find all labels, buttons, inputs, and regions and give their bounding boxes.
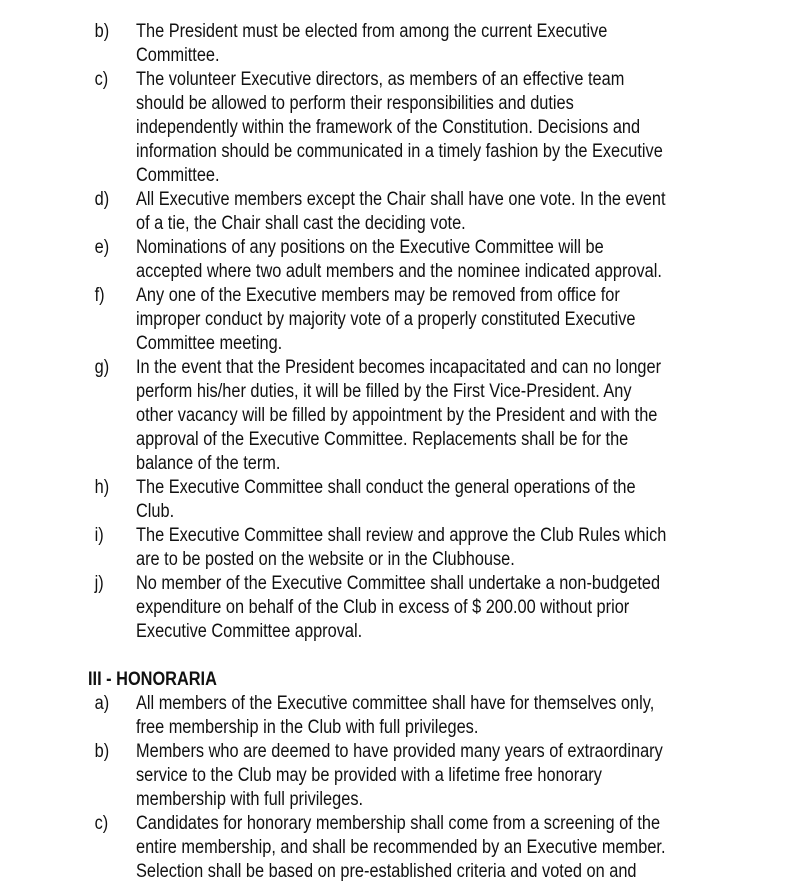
text-line: approval of the Executive Committee. Replacements shall be for the xyxy=(136,429,629,450)
list-item-text xyxy=(136,572,721,644)
list-item-text xyxy=(136,236,721,284)
text-line: All members of the Executive committee shall have for themselves only, xyxy=(136,693,655,714)
text-line: other vacancy will be filled by appointment by the President and with the xyxy=(136,405,658,426)
text-line: Members who are deemed to have provided many years of extraordinary xyxy=(136,741,663,762)
text-line: improper conduct by majority vote of a properly constituted Executive xyxy=(136,309,636,330)
list-item xyxy=(0,20,795,68)
list-item-text xyxy=(136,524,721,572)
list-item-text xyxy=(136,188,721,236)
text-line: perform his/her duties, it will be filled by the First Vice-President. Any xyxy=(136,381,632,402)
list-item xyxy=(0,188,795,236)
list-marker: i) xyxy=(94,525,104,546)
text-line: free membership in the Club with full privileges. xyxy=(136,717,479,738)
list-marker: c) xyxy=(94,69,109,90)
list-item-text xyxy=(136,284,721,356)
text-line: Executive Committee approval. xyxy=(136,621,363,642)
list-item xyxy=(0,476,795,524)
text-line: Club. xyxy=(136,501,175,522)
list-item xyxy=(0,572,795,644)
text-line: are to be posted on the website or in the Clubhouse. xyxy=(136,549,515,570)
list-item xyxy=(0,524,795,572)
text-line: Committee. xyxy=(136,45,220,66)
text-line: Nominations of any positions on the Executive Committee will be xyxy=(136,237,604,258)
list-marker: j) xyxy=(94,573,104,594)
list-marker: a) xyxy=(94,693,110,714)
text-line: accepted where two adult members and the nominee indicated approval. xyxy=(136,261,662,282)
list-item xyxy=(0,692,795,740)
text-line: should be allowed to perform their responsibilities and duties xyxy=(136,93,574,114)
text-line: of a tie, the Chair shall cast the deciding vote. xyxy=(136,213,466,234)
list-item-text xyxy=(136,740,721,812)
section-heading-honoraria: III - HONORARIA xyxy=(88,669,217,690)
list-marker: c) xyxy=(94,813,109,834)
list-item-text xyxy=(136,692,721,740)
list-marker: f) xyxy=(94,285,105,306)
text-line: balance of the term. xyxy=(136,453,281,474)
list-item xyxy=(0,236,795,284)
text-line: service to the Club may be provided with a lifetime free honorary xyxy=(136,765,602,786)
list-marker: b) xyxy=(94,741,110,762)
list-item xyxy=(0,68,795,188)
list-item xyxy=(0,284,795,356)
text-line: Candidates for honorary membership shall come from a screening of the xyxy=(136,813,661,834)
text-line: expenditure on behalf of the Club in excess of $ 200.00 without prior xyxy=(136,597,630,618)
list-item-text xyxy=(136,356,721,476)
text-line: No member of the Executive Committee shall undertake a non-budgeted xyxy=(136,573,661,594)
list-marker: d) xyxy=(94,189,110,210)
list-marker: e) xyxy=(94,237,110,258)
text-line: information should be communicated in a timely fashion by the Executive xyxy=(136,141,663,162)
text-line: The President must be elected from among the current Executive xyxy=(136,21,608,42)
text-line: Committee. xyxy=(136,165,220,186)
honoraria-list xyxy=(0,692,795,884)
list-item-text xyxy=(136,20,721,68)
list-item-text xyxy=(136,68,721,188)
executive-committee-list xyxy=(0,20,795,644)
text-line: entire membership, and shall be recommended by an Executive member. xyxy=(136,837,666,858)
text-line: The volunteer Executive directors, as members of an effective team xyxy=(136,69,625,90)
list-marker: g) xyxy=(94,357,110,378)
list-item xyxy=(0,740,795,812)
text-line: Selection shall be based on pre-established criteria and voted on and xyxy=(136,861,637,882)
text-line: membership with full privileges. xyxy=(136,789,364,810)
text-line: The Executive Committee shall conduct the general operations of the xyxy=(136,477,636,498)
text-line: Committee meeting. xyxy=(136,333,283,354)
text-line: All Executive members except the Chair shall have one vote. In the event xyxy=(136,189,666,210)
list-item xyxy=(0,812,795,884)
text-line: independently within the framework of the Constitution. Decisions and xyxy=(136,117,641,138)
text-line: The Executive Committee shall review and approve the Club Rules which xyxy=(136,525,667,546)
list-item xyxy=(0,356,795,476)
list-item-text xyxy=(136,476,721,524)
list-item-text xyxy=(136,812,721,884)
text-line: In the event that the President becomes incapacitated and can no longer xyxy=(136,357,662,378)
list-marker: h) xyxy=(94,477,110,498)
list-marker: b) xyxy=(94,21,110,42)
text-line: Any one of the Executive members may be removed from office for xyxy=(136,285,620,306)
